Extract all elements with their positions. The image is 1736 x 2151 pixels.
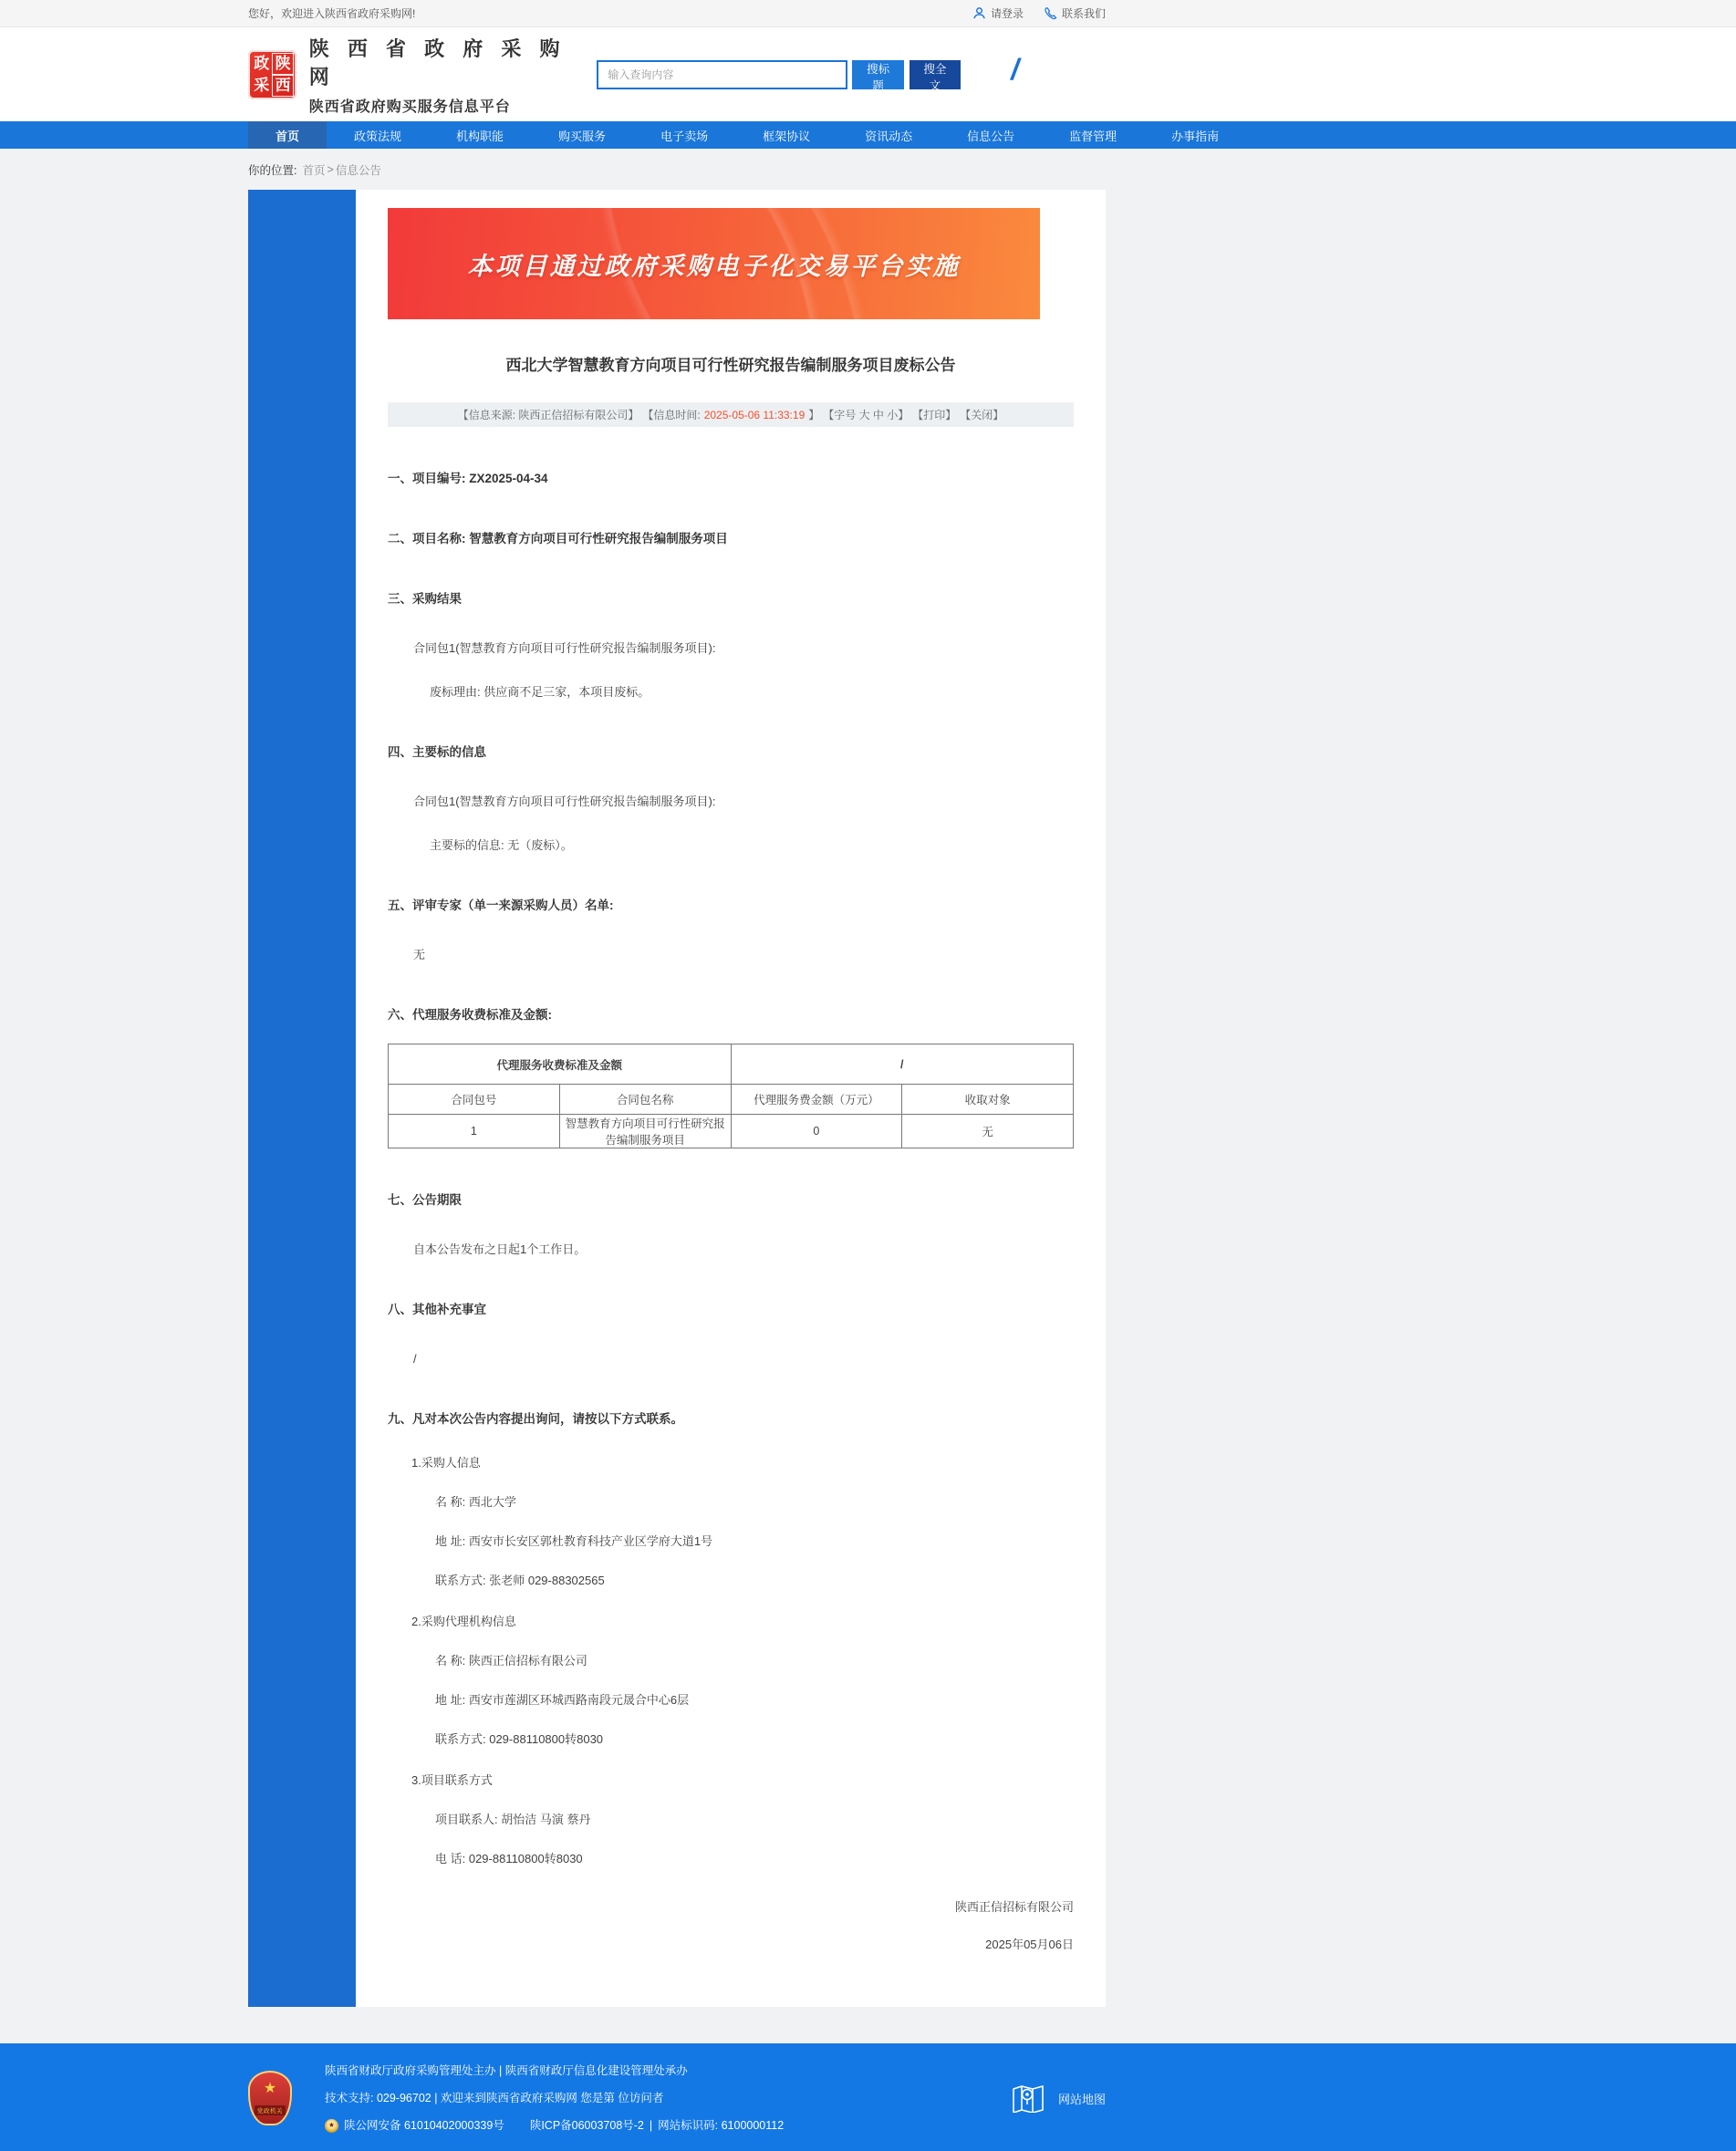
meta-source: 【信息来源: 陕西正信招标有限公司】	[457, 409, 639, 421]
logo-char: 采	[254, 76, 270, 94]
main-nav	[0, 121, 1736, 149]
print-button[interactable]: 【打印】	[912, 409, 957, 421]
nav-item-functions[interactable]: 机构职能	[456, 129, 504, 143]
site-logo	[248, 50, 296, 99]
login-link[interactable]	[972, 5, 1024, 21]
agency-fee-table	[388, 1044, 1074, 1148]
police-badge-icon: ★	[325, 2119, 338, 2133]
sitemap-label: 网站地图	[1057, 2092, 1106, 2106]
gov-emblem-badge	[248, 2071, 292, 2125]
section-4-heading: 四、主要标的信息	[388, 745, 486, 759]
section-8-heading: 八、其他补充事宜	[388, 1303, 486, 1316]
nav-item-e-mall[interactable]: 电子卖场	[660, 129, 709, 143]
fee-table-group-value: /	[731, 1044, 1074, 1085]
site-name: 陕 西 省 政 府 采 购 网	[308, 36, 567, 88]
logo-char: 政	[254, 54, 270, 72]
phone-icon	[1044, 6, 1057, 20]
section-9-heading: 九、凡对本次公告内容提出询问，请按以下方式联系。	[388, 1412, 683, 1426]
left-sidebar	[248, 190, 356, 2007]
agency-name: 名 称: 陕西正信招标有限公司	[435, 1654, 587, 1668]
sitemap-link[interactable]	[1011, 2083, 1106, 2113]
signature-block	[388, 1897, 1074, 1952]
fee-cell-package-no: 1	[389, 1115, 560, 1148]
section-1-heading: 一、项目编号: ZX2025-04-34	[388, 472, 548, 485]
nav-item-supervision[interactable]: 监督管理	[1069, 129, 1117, 143]
breadcrumb-home-link[interactable]: 首页	[302, 163, 326, 177]
font-size-control[interactable]: 【字号 大 中 小】	[823, 409, 910, 421]
login-label: 请登录	[990, 7, 1024, 20]
section-2-heading: 二、项目名称: 智慧教育方向项目可行性研究报告编制服务项目	[388, 532, 728, 546]
nav-item-purchase-service[interactable]: 购买服务	[558, 129, 607, 143]
section-3-heading: 三、采购结果	[388, 592, 462, 606]
purchaser-info-title: 1.采购人信息	[411, 1456, 481, 1470]
signature-company: 陕西正信招标有限公司	[954, 1900, 1074, 1914]
fee-col-package-name: 合同包名称	[559, 1085, 731, 1115]
table-row	[389, 1115, 1074, 1148]
section-6-heading: 六、代理服务收费标准及金额:	[388, 1008, 552, 1022]
section-4-info: 主要标的信息: 无（废标）。	[430, 838, 573, 852]
nav-item-news[interactable]: 资讯动态	[865, 129, 913, 143]
contact-label: 联系我们	[1061, 7, 1106, 20]
fee-cell-package-name: 智慧教育方向项目可行性研究报告编制服务项目	[559, 1115, 731, 1148]
breadcrumb	[0, 149, 1736, 190]
section-4-package: 合同包1(智慧教育方向项目可行性研究报告编制服务项目):	[413, 795, 716, 808]
nav-item-announcements[interactable]: 信息公告	[967, 129, 1015, 143]
purchaser-name: 名 称: 西北大学	[435, 1495, 516, 1509]
map-icon	[1011, 2083, 1045, 2113]
purchaser-address: 地 址: 西安市长安区郭杜教育科技产业区学府大道1号	[435, 1534, 713, 1548]
article-title: 西北大学智慧教育方向项目可行性研究报告编制服务项目废标公告	[505, 357, 956, 374]
footer-separator: |	[649, 2119, 653, 2132]
nav-item-guide[interactable]: 办事指南	[1171, 129, 1220, 143]
welcome-text: 您好，欢迎进入陕西省政府采购网!	[248, 7, 416, 20]
meta-time-prefix: 【信息时间:	[642, 409, 701, 421]
project-contact-phone: 电 话: 029-88110800转8030	[435, 1852, 583, 1865]
logo-char: 陕	[272, 53, 293, 75]
section-3-package: 合同包1(智慧教育方向项目可行性研究报告编制服务项目):	[413, 641, 716, 655]
signature-date: 2025年05月06日	[985, 1938, 1074, 1951]
breadcrumb-current[interactable]: 信息公告	[335, 163, 381, 177]
badge-label: 党政机关	[255, 2105, 286, 2115]
search-group	[597, 60, 961, 92]
project-contact-title: 3.项目联系方式	[411, 1773, 493, 1787]
platform-banner	[388, 208, 1040, 319]
nav-item-policies[interactable]: 政策法规	[354, 129, 402, 143]
meta-time-value: 2025-05-06 11:33:19	[703, 408, 806, 421]
fee-col-payer: 收取对象	[902, 1085, 1074, 1115]
contact-link[interactable]	[1044, 5, 1106, 21]
contact-block	[388, 1453, 1074, 1866]
fee-col-amount: 代理服务费金额（万元）	[731, 1085, 902, 1115]
nav-item-framework[interactable]: 框架协议	[763, 129, 811, 143]
article-meta-bar	[388, 402, 1074, 427]
agency-info-title: 2.采购代理机构信息	[411, 1615, 516, 1628]
section-5-heading: 五、评审专家（单一来源采购人员）名单:	[388, 899, 614, 912]
site-subtitle: 陕西省政府购买服务信息平台	[308, 99, 511, 115]
search-fulltext-button[interactable]: 搜全文	[910, 60, 961, 89]
section-7-duration: 自本公告发布之日起1个工作日。	[413, 1242, 587, 1256]
section-7-heading: 七、公告期限	[388, 1193, 462, 1207]
section-3-reason: 废标理由: 供应商不足三家，本项目废标。	[430, 685, 650, 699]
star-icon: ★	[263, 2080, 277, 2096]
decorative-slash: /	[1011, 53, 1019, 86]
purchaser-contact: 联系方式: 张老师 029-88302565	[435, 1574, 605, 1587]
project-contact-person: 项目联系人: 胡怡洁 马演 蔡丹	[435, 1813, 591, 1826]
footer	[0, 2043, 1736, 2151]
fee-col-package-no: 合同包号	[389, 1085, 560, 1115]
search-input[interactable]	[597, 60, 847, 89]
section-5-none: 无	[413, 948, 426, 961]
site-code: 网站标识码: 6100000112	[658, 2119, 785, 2132]
footer-line-organizer: 陕西省财政厅政府采购管理处主办 | 陕西省财政厅信息化建设管理处承办	[325, 2064, 688, 2077]
icp-link[interactable]: 陕ICP备06003708号-2	[529, 2119, 644, 2132]
nav-item-home[interactable]: 首页	[248, 121, 327, 149]
fee-cell-amount: 0	[731, 1115, 902, 1148]
section-8-content: /	[413, 1352, 417, 1366]
close-button[interactable]: 【关闭】	[960, 409, 1004, 421]
footer-line-support: 技术支持: 029-96702 | 欢迎来到陕西省政府采购网 您是第 位访问者	[325, 2092, 664, 2104]
agency-address: 地 址: 西安市莲湖区环城西路南段元晟合中心6层	[435, 1693, 690, 1707]
breadcrumb-separator: >	[327, 162, 334, 176]
fee-cell-payer: 无	[902, 1115, 1074, 1148]
user-icon	[972, 6, 986, 20]
main-content	[0, 190, 1736, 2007]
fee-table-group-label: 代理服务收费标准及金额	[389, 1044, 732, 1085]
beian-link[interactable]: 陕公网安备 61010402000339号	[344, 2119, 504, 2132]
header	[0, 27, 1736, 121]
agency-contact: 联系方式: 029-88110800转8030	[435, 1732, 604, 1746]
article-panel	[356, 190, 1106, 2007]
logo-char: 西	[272, 75, 293, 97]
search-title-button[interactable]: 搜标题	[852, 60, 903, 89]
topbar	[0, 0, 1736, 27]
meta-time-suffix: 】	[808, 409, 820, 421]
banner-text: 本项目通过政府采购电子化交易平台实施	[467, 252, 961, 280]
breadcrumb-prefix: 你的位置:	[248, 163, 297, 177]
